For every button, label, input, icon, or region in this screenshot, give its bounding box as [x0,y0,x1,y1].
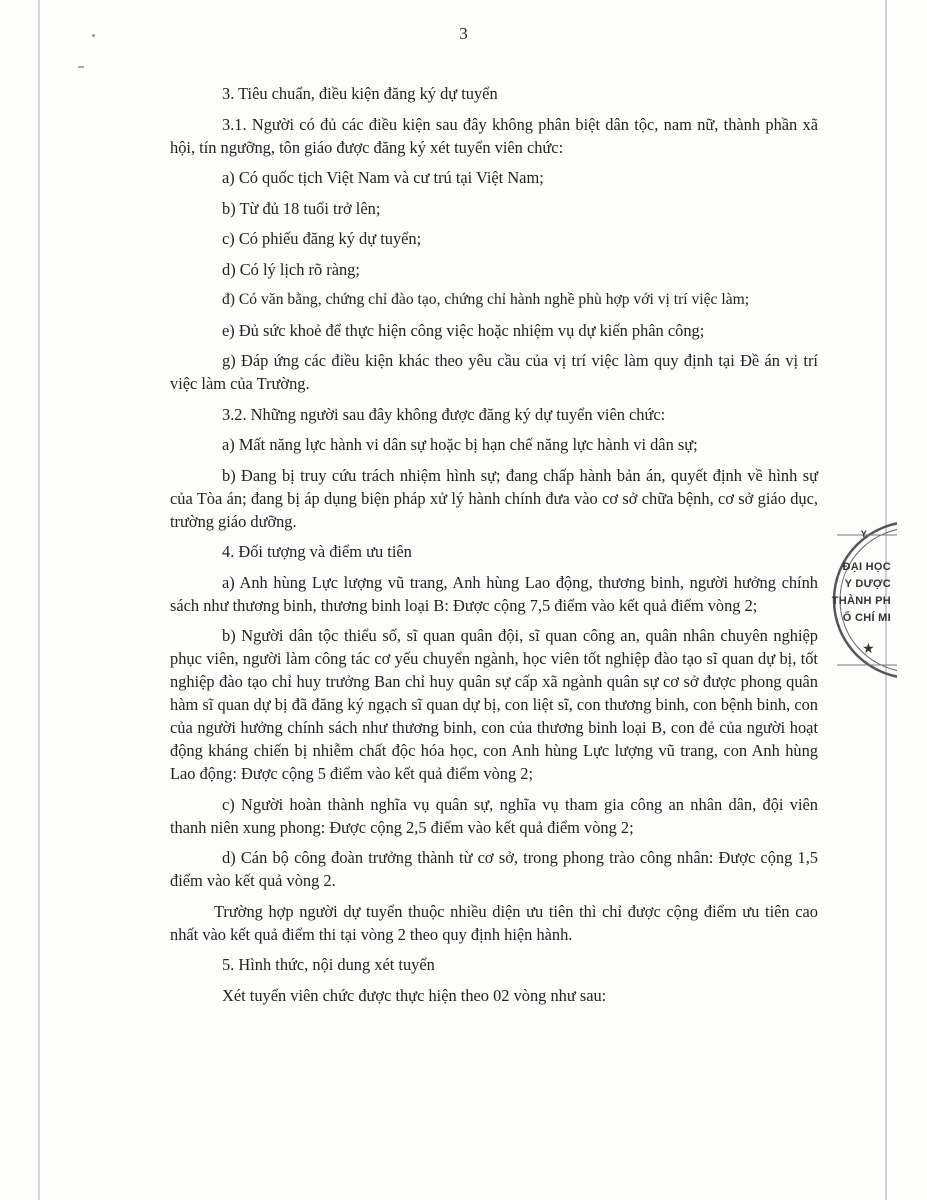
seal-text: Y [860,529,867,539]
seal-star-icon: ★ [862,640,875,656]
priority-item-b: b) Người dân tộc thiểu số, sĩ quan quân đội, sĩ quan công an, quân nhân chuyên nghiệp phục viên, người làm công tác cơ yếu chuyển ngành, học viên tốt nghiệp đào tạo sĩ quan dự bị, tốt nghiệp đào tạo chỉ huy trưởng Ban chỉ huy quân sự cấp xã ngành quân sự cơ sở được phong quân hàm sĩ quan dự bị đã đăng ký ngạch sĩ quan dự bị, con liệt sĩ, con thương binh, con bệnh binh, con của người hưởng chính sách như thương binh, con của thương binh loại B, con đẻ của người hoạt động kháng chiến bị nhiễm chất độc hóa học, con Anh hùng Lực lượng vũ trang, con Anh hùng Lao động: Được cộng 5 điểm vào kết quả điểm vòng 2; [170,626,818,783]
list-item-a: a) Có quốc tịch Việt Nam và cư trú tại Việt Nam; [222,168,544,187]
scan-speck [78,66,84,68]
document-body [170,82,818,1014]
scan-left-edge [38,0,40,1200]
list-item-a-2: a) Mất năng lực hành vi dân sự hoặc bị hạn chế năng lực hành vi dân sự; [222,435,698,454]
section-heading-3: 3. Tiêu chuẩn, điều kiện đăng ký dự tuyển [222,84,498,103]
list-item-b-2: b) Đang bị truy cứu trách nhiệm hình sự; đang chấp hành bản án, quyết định về hình sự của Tòa án; đang bị áp dụng biện pháp xử lý hành chính đưa vào cơ sở chữa bệnh, cơ sở giáo dục, trường giáo dưỡng. [170,465,818,531]
seal-text: Y DƯỢC [844,578,891,590]
priority-item-d: d) Cán bộ công đoàn trưởng thành từ cơ sở, trong phong trào công nhân: Được cộng 1,5 điểm vào kết quả vòng 2. [170,848,818,890]
page-number: 3 [459,24,468,43]
list-item-e: e) Đủ sức khoẻ để thực hiện công việc hoặc nhiệm vụ dự kiến phân công; [222,320,705,340]
seal-text: Ố CHÍ MI [842,612,891,624]
priority-item-c: c) Người hoàn thành nghĩa vụ quân sự, nghĩa vụ tham gia công an nhân dân, đội viên thanh niên xung phong: Được cộng 2,5 điểm vào kết quả điểm vòng 2; [170,794,818,837]
section-heading-4: 4. Đối tượng và điểm ưu tiên [222,542,412,561]
priority-item-a: a) Anh hùng Lực lượng vũ trang, Anh hùng Lao động, thương binh, người hưởng chính sách như thương binh, thương binh loại B: Được cộng 7,5 điểm vào kết quả điểm vòng 2; [170,572,818,615]
list-item-g: g) Đáp ứng các điều kiện khác theo yêu cầu của vị trí việc làm quy định tại Đề án vị trí việc làm của Trường. [170,351,818,393]
section-heading-5: 5. Hình thức, nội dung xét tuyển [222,955,435,974]
university-seal-stamp [827,515,897,685]
seal-text: THÀNH PH [831,595,891,607]
seal-text: ĐẠI HỌC [842,561,891,573]
paragraph-3-1: 3.1. Người có đủ các điều kiện sau đây không phân biệt dân tộc, nam nữ, thành phần xã hội, tín ngưỡng, tôn giáo được đăng ký xét tuyển viên chức: [170,114,818,157]
list-item-c: c) Có phiếu đăng ký dự tuyển; [222,229,422,248]
paragraph-3-2: 3.2. Những người sau đây không được đăng ký dự tuyển viên chức: [222,404,666,424]
list-item-dd: đ) Có văn bằng, chứng chỉ đào tạo, chứng chỉ hành nghề phù hợp với vị trí việc làm; [222,291,750,308]
list-item-d: d) Có lý lịch rõ ràng; [222,259,360,279]
list-item-b: b) Từ đủ 18 tuổi trở lên; [222,198,381,218]
selection-rounds-intro: Xét tuyển viên chức được thực hiện theo 02 vòng như sau: [222,985,607,1005]
priority-note: Trường hợp người dự tuyển thuộc nhiều diện ưu tiên thì chỉ được cộng điểm ưu tiên cao nhất vào kết quả điểm thi tại vòng 2 theo quy định hiện hành. [170,901,818,944]
